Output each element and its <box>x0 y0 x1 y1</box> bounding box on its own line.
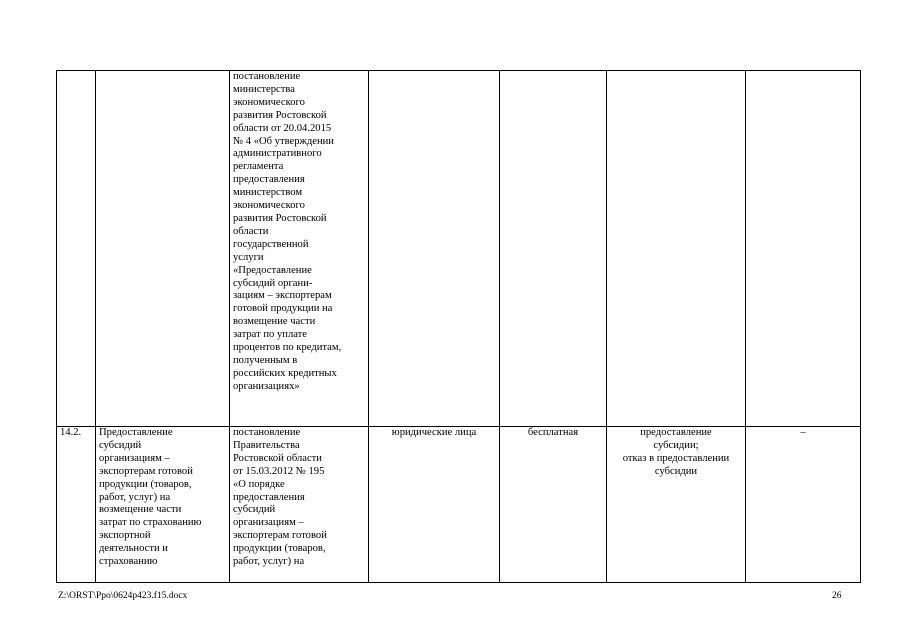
table-row <box>57 71 861 427</box>
recipients-cell <box>369 71 500 427</box>
extra-text: – <box>800 427 806 438</box>
result-cell <box>607 71 746 427</box>
extra-cell <box>746 71 861 427</box>
footer-file-path: Z:\ORST\Ppo\0624p423.f15.docx <box>58 591 188 601</box>
service-name-cell <box>96 71 230 427</box>
services-table <box>56 70 861 583</box>
row-number-cell <box>57 427 96 583</box>
recipients-text: юридические лица <box>391 427 477 438</box>
result-cell <box>607 427 746 583</box>
legal-basis-text: постановление министерства экономического развития Ростовской области от 20.04.2015 № 4 «Об утверждении административного регламента предоставления министерством экономического развития Ростовской области государственной услуги «Предоставление субсидий органи- зациям – экспортерам готовой продукции на возмещение части затрат по уплате процентов по кредитам, полученным в российских кредитных организациях» <box>233 71 342 392</box>
legal-basis-text: постановление Правительства Ростовской области от 15.03.2012 № 195 «О порядке предоставления субсидий организациям – экспортерам готовой продукции (товаров, работ, услуг) на <box>233 427 327 568</box>
row-number-cell <box>57 71 96 427</box>
table-row <box>57 427 861 583</box>
recipients-cell <box>369 427 500 583</box>
legal-basis-cell <box>230 71 369 427</box>
payment-cell <box>500 427 607 583</box>
row-number: 14.2. <box>60 427 82 438</box>
service-name-cell <box>96 427 230 583</box>
payment-cell <box>500 71 607 427</box>
service-name-text: Предоставление субсидий организациям – экспортерам готовой продукции (товаров, работ, услуг) на возмещение части затрат по страхованию экспортной деятельности и страхованию <box>99 427 202 568</box>
payment-text: бесплатная <box>527 427 579 438</box>
result-text: предоставление субсидии; отказ в предоставлении субсидии <box>622 427 730 477</box>
footer-page-number: 26 <box>832 591 842 601</box>
extra-cell <box>746 427 861 583</box>
legal-basis-cell <box>230 427 369 583</box>
